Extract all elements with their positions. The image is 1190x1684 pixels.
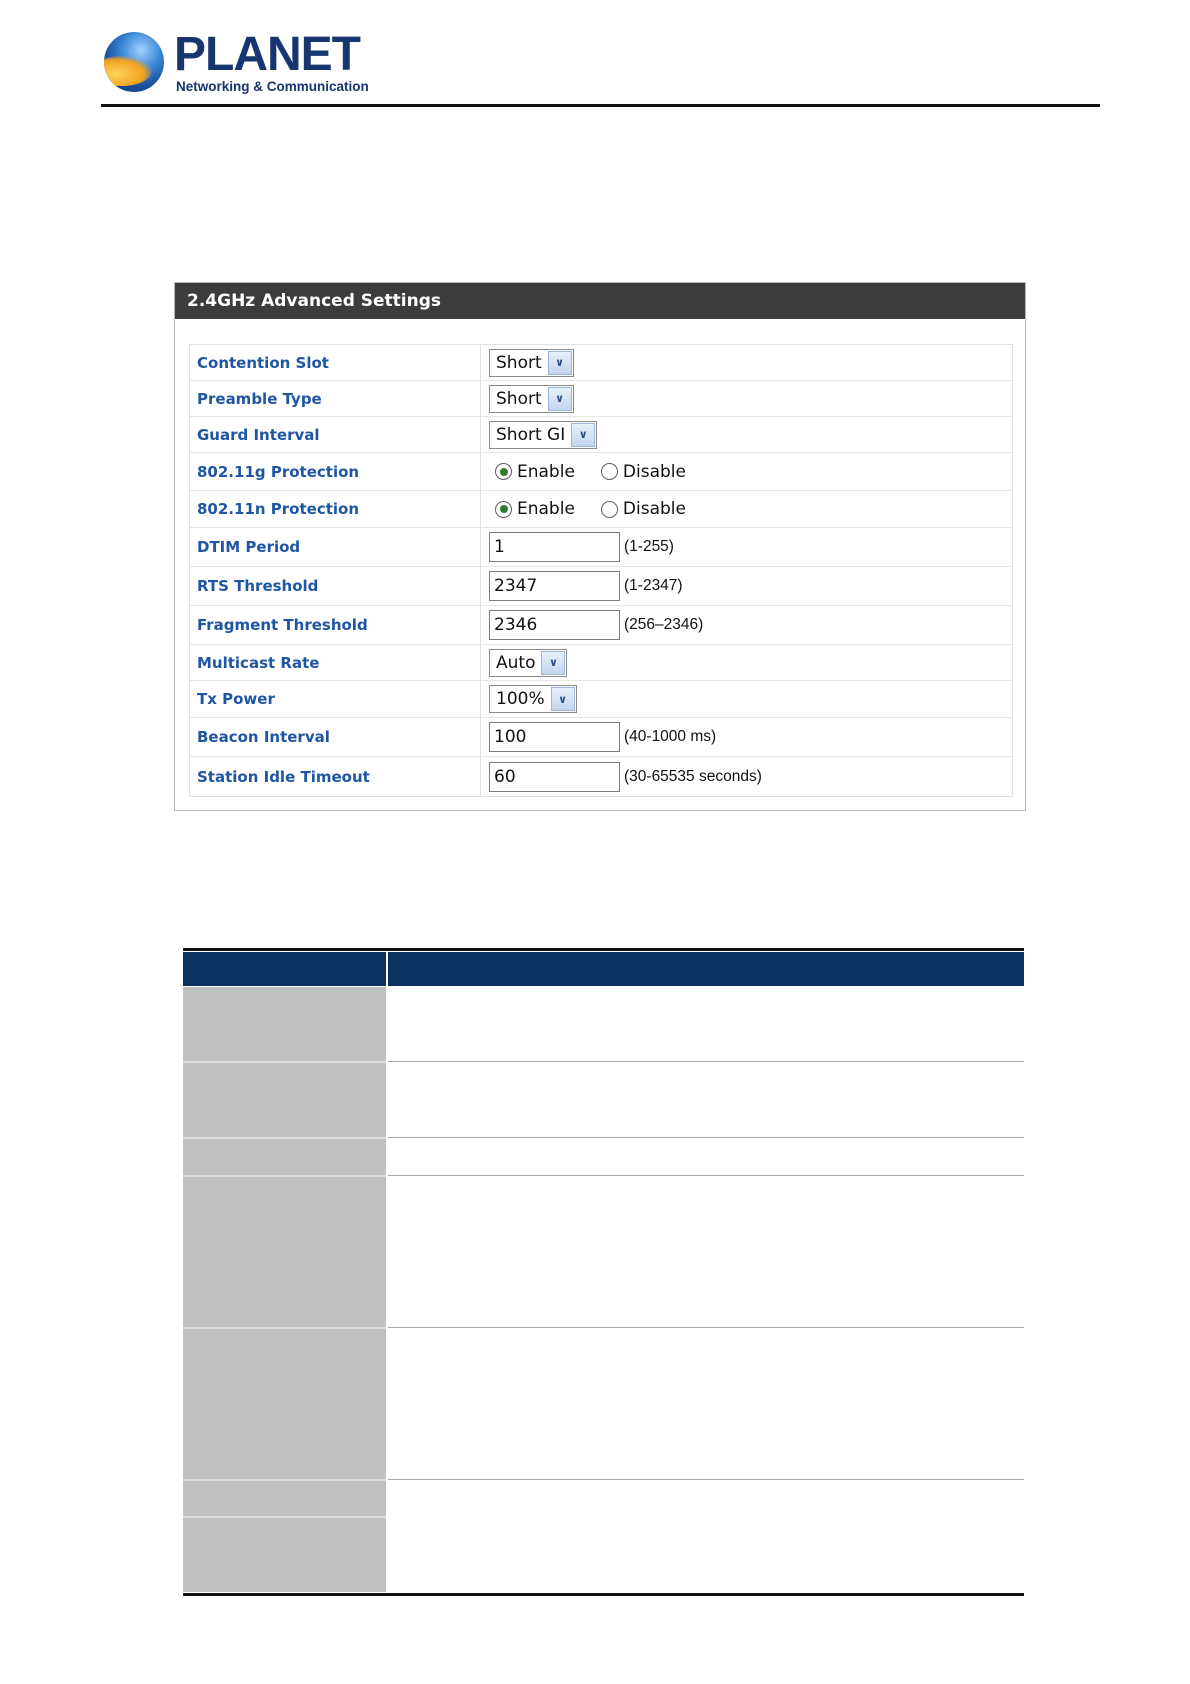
select-value: Short (496, 388, 542, 409)
setting-text-input[interactable]: 1 (489, 532, 620, 562)
setting-value-cell (481, 681, 1012, 718)
settings-row (190, 645, 1012, 681)
setting-label: 802.11g Protection (190, 453, 481, 491)
desc-row-divider (183, 1175, 386, 1177)
radio-label: Disable (622, 461, 686, 482)
desc-table-header (183, 952, 1024, 986)
setting-value-cell (481, 606, 1012, 645)
setting-label: Guard Interval (190, 417, 481, 453)
desc-row-divider (183, 1061, 386, 1063)
setting-label: Tx Power (190, 681, 481, 718)
radio-button-icon[interactable] (495, 501, 512, 518)
setting-select[interactable] (489, 649, 567, 677)
settings-row (190, 453, 1012, 491)
settings-row (190, 345, 1012, 381)
chevron-down-icon[interactable]: ∨ (548, 351, 572, 375)
setting-label: Preamble Type (190, 381, 481, 417)
panel-title: 2.4GHz Advanced Settings (175, 283, 1025, 319)
desc-row-divider (388, 1175, 1024, 1176)
desc-row-divider (388, 1137, 1024, 1138)
desc-row-divider (183, 1137, 386, 1139)
chevron-down-icon[interactable]: ∨ (571, 423, 595, 447)
setting-value-cell (481, 757, 1012, 796)
setting-label: RTS Threshold (190, 567, 481, 606)
range-hint: (40-1000 ms) (624, 728, 717, 745)
advanced-settings-panel (174, 282, 1026, 811)
radio-button-icon[interactable] (495, 463, 512, 480)
radio-label: Enable (517, 499, 575, 519)
range-hint: (1-255) (624, 538, 674, 555)
radio-label: Disable (622, 499, 686, 519)
setting-text-input[interactable]: 2346 (489, 610, 620, 640)
range-hint: (30-65535 seconds) (624, 767, 762, 785)
radio-option-enable[interactable] (495, 499, 575, 519)
chevron-down-icon[interactable]: ∨ (551, 687, 575, 711)
desc-row-divider (183, 1479, 386, 1481)
select-value: 100% (496, 689, 545, 709)
setting-label: DTIM Period (190, 528, 481, 567)
setting-text-input[interactable]: 60 (489, 762, 620, 792)
setting-label: Beacon Interval (190, 718, 481, 757)
settings-row (190, 417, 1012, 453)
desc-table-object-column (183, 987, 386, 1592)
settings-row (190, 681, 1012, 718)
setting-value-cell (481, 718, 1012, 757)
chevron-down-icon[interactable]: ∨ (548, 387, 572, 411)
settings-row (190, 606, 1012, 645)
setting-label: 802.11n Protection (190, 491, 481, 528)
setting-value-cell (481, 491, 1012, 528)
desc-table-bottom-rule (183, 1593, 1024, 1596)
setting-text-input[interactable]: 100 (489, 722, 620, 752)
radio-option-disable[interactable] (601, 462, 686, 482)
select-value: Auto (496, 652, 536, 673)
desc-row-divider (183, 1327, 386, 1329)
radio-label: Enable (517, 461, 575, 482)
header-rule (101, 104, 1100, 107)
setting-value-cell (481, 453, 1012, 491)
brand-name: PLANET (174, 28, 360, 81)
settings-row (190, 567, 1012, 606)
brand-tagline: Networking & Communication (176, 79, 369, 94)
setting-select[interactable] (489, 685, 577, 713)
range-hint: (1-2347) (624, 577, 683, 594)
setting-label: Fragment Threshold (190, 606, 481, 645)
chevron-down-icon[interactable]: ∨ (541, 651, 565, 675)
settings-row (190, 528, 1012, 567)
setting-label: Multicast Rate (190, 645, 481, 681)
range-hint: (256–2346) (624, 616, 704, 633)
setting-label: Contention Slot (190, 345, 481, 381)
setting-value-cell (481, 417, 1012, 453)
globe-icon (104, 32, 164, 92)
radio-option-enable[interactable] (495, 462, 575, 482)
desc-row-divider (388, 1327, 1024, 1328)
desc-row-divider (183, 1516, 386, 1518)
setting-value-cell (481, 528, 1012, 567)
desc-row-divider (388, 1479, 1024, 1480)
setting-select[interactable] (489, 421, 597, 449)
settings-row (190, 757, 1012, 796)
setting-value-cell (481, 345, 1012, 381)
settings-table (189, 344, 1013, 797)
setting-value-cell (481, 381, 1012, 417)
setting-text-input[interactable]: 2347 (489, 571, 620, 601)
radio-option-disable[interactable] (601, 499, 686, 519)
radio-button-icon[interactable] (601, 501, 618, 518)
settings-row (190, 491, 1012, 528)
settings-row (190, 381, 1012, 417)
select-value: Short (496, 352, 542, 373)
select-value: Short GI (496, 424, 566, 445)
setting-value-cell (481, 567, 1012, 606)
setting-select[interactable] (489, 385, 574, 413)
planet-logo (104, 28, 369, 98)
desc-row-divider (388, 1061, 1024, 1062)
desc-table-top-rule (183, 948, 1024, 951)
desc-header-separator (386, 952, 388, 986)
setting-select[interactable] (489, 349, 574, 377)
settings-row (190, 718, 1012, 757)
setting-label: Station Idle Timeout (190, 757, 481, 796)
setting-value-cell (481, 645, 1012, 681)
radio-button-icon[interactable] (601, 463, 618, 480)
